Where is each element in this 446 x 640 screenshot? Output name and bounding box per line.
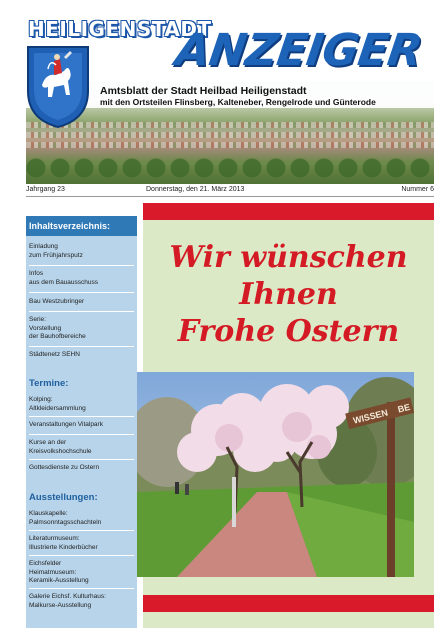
coat-of-arms-icon <box>26 45 90 129</box>
greeting-line-1: Wir wünschen <box>169 240 408 275</box>
masthead <box>0 0 446 188</box>
termine-heading: Termine: <box>29 378 69 389</box>
sidebar-header <box>26 216 137 236</box>
issue-volume: Jahrgang 23 <box>26 186 65 193</box>
town-rooftops <box>26 132 434 138</box>
issue-date: Donnerstag, den 21. März 2013 <box>146 186 245 193</box>
toc-item[interactable]: Bau Westzubringer <box>29 298 85 305</box>
divider <box>29 434 134 435</box>
ausstellungen-item[interactable]: Klauskapelle: Palmsonntagsschachteln <box>29 510 102 526</box>
divider <box>29 416 134 417</box>
red-stripe-top <box>143 203 434 220</box>
ausstellungen-item[interactable]: Literaturmuseum: Illustrierte Kinderbücher <box>29 535 98 551</box>
greeting-line-3: Frohe Ostern <box>177 314 400 349</box>
termine-item[interactable]: Kurse an der Kreisvolkshochschule <box>29 439 92 455</box>
divider <box>29 530 134 531</box>
masthead-town-name: HEILIGENSTADT <box>28 17 212 41</box>
ausstellungen-item[interactable]: Galerie Eichsf. Kulturhaus: Malkurse-Ausstellung <box>29 593 106 609</box>
divider <box>29 292 134 293</box>
ausstellungen-item[interactable]: Eichsfelder Heimatmuseum: Keramik-Ausstellung <box>29 560 89 584</box>
greeting-line-2: Ihnen <box>239 277 338 312</box>
masthead-subtitle: Amtsblatt der Stadt Heilbad Heiligenstadt <box>100 85 307 97</box>
red-stripe-bottom <box>143 595 434 612</box>
divider <box>29 459 134 460</box>
ausstellungen-heading: Ausstellungen: <box>29 492 98 503</box>
sidebar-heading: Inhaltsverzeichnis: <box>29 221 111 231</box>
issue-number: Nummer 6 <box>401 186 434 193</box>
masthead-districts: mit den Ortsteilen Flinsberg, Kalteneber, Rengelrode und Günterode <box>100 97 376 107</box>
toc-item[interactable]: Städtenetz SEHN <box>29 351 80 358</box>
termine-item[interactable]: Kolping: Altkleidersammlung <box>29 396 86 412</box>
foreground-trees <box>26 150 434 184</box>
cherry-blossom-park-photo <box>137 372 414 577</box>
toc-item[interactable]: Einladung zum Frühjahrsputz <box>29 243 83 259</box>
divider <box>29 346 134 347</box>
toc-item[interactable]: Infos aus dem Bauausschuss <box>29 270 99 286</box>
svg-text:BE: BE <box>396 401 412 415</box>
town-rooftops <box>26 142 434 148</box>
divider <box>29 555 134 556</box>
divider <box>29 311 134 312</box>
termine-item[interactable]: Gottesdienste zu Ostern <box>29 464 100 471</box>
masthead-title: ANZEIGER <box>172 25 425 76</box>
termine-item[interactable]: Veranstaltungen Vitalpark <box>29 421 103 428</box>
divider <box>29 588 134 589</box>
issue-info-bar <box>26 184 434 197</box>
divider <box>29 265 134 266</box>
toc-item[interactable]: Serie: Vorstellung der Bauhofbereiche <box>29 316 86 340</box>
svg-text:WISSEN: WISSEN <box>352 407 389 426</box>
